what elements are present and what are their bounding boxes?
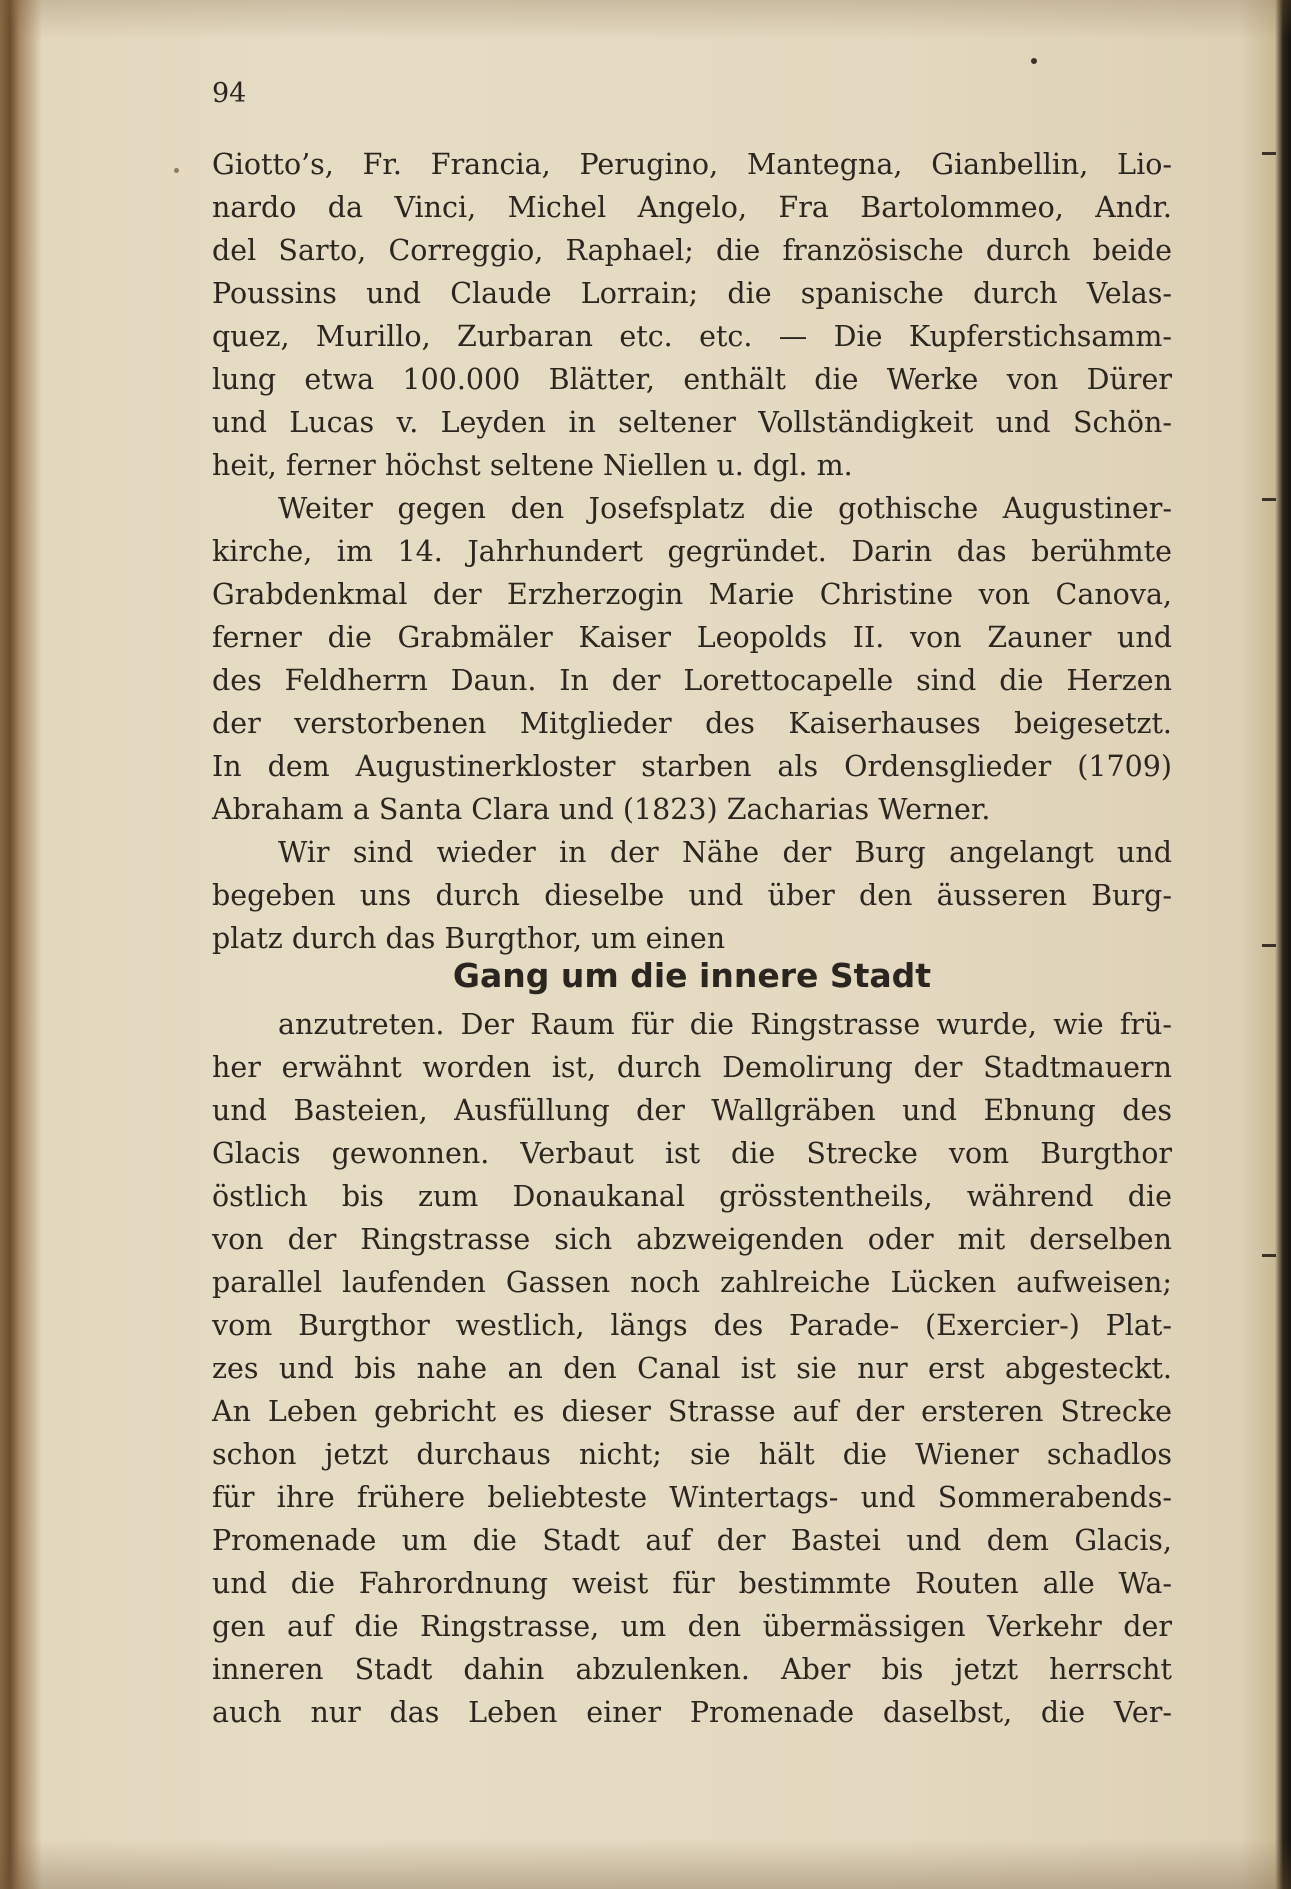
ink-spot	[1031, 58, 1037, 64]
text-line: Promenade um die Stadt auf der Bastei und dem Glacis,	[212, 1524, 1172, 1557]
spine-mark	[1262, 498, 1276, 501]
text-line: von der Ringstrasse sich abzweigenden oder mit derselben	[212, 1223, 1172, 1256]
text-line: Giotto’s, Fr. Francia, Perugino, Mantegna, Gianbellin, Lio-	[212, 148, 1172, 181]
text-line: östlich bis zum Donaukanal grösstentheils, während die	[212, 1180, 1172, 1213]
text-line: ferner die Grabmäler Kaiser Leopolds II. von Zauner und	[212, 621, 1172, 654]
page-shadow-top	[0, 0, 1291, 40]
text-line: Glacis gewonnen. Verbaut ist die Strecke vom Burgthor	[212, 1137, 1172, 1170]
text-line: inneren Stadt dahin abzulenken. Aber bis jetzt herrscht	[212, 1653, 1172, 1686]
text-line: anzutreten. Der Raum für die Ringstrasse wurde, wie frü-	[278, 1008, 1172, 1041]
text-line: und die Fahrordnung weist für bestimmte Routen alle Wa-	[212, 1567, 1172, 1600]
text-line: und Lucas v. Leyden in seltener Vollständigkeit und Schön-	[212, 406, 1172, 439]
text-line: lung etwa 100.000 Blätter, enthält die Werke von Dürer	[212, 363, 1172, 396]
text-line: quez, Murillo, Zurbaran etc. etc. — Die Kupferstichsamm-	[212, 320, 1172, 353]
text-line: der verstorbenen Mitglieder des Kaiserhauses beigesetzt.	[212, 707, 1172, 740]
spine-mark	[1262, 152, 1276, 155]
page-shadow-bottom	[0, 1839, 1291, 1889]
text-line: vom Burgthor westlich, längs des Parade- (Exercier-) Plat-	[212, 1309, 1172, 1342]
text-line: und Basteien, Ausfüllung der Wallgräben und Ebnung des	[212, 1094, 1172, 1127]
text-line: In dem Augustinerkloster starben als Ordensglieder (1709)	[212, 750, 1172, 783]
section-heading: Gang um die innere Stadt	[452, 956, 932, 995]
text-line: Poussins und Claude Lorrain; die spanische durch Velas-	[212, 277, 1172, 310]
text-line: zes und bis nahe an den Canal ist sie nur erst abgesteckt.	[212, 1352, 1172, 1385]
text-line: für ihre frühere beliebteste Wintertags- und Sommerabends-	[212, 1481, 1172, 1514]
text-line: gen auf die Ringstrasse, um den übermässigen Verkehr der	[212, 1610, 1172, 1643]
text-line: del Sarto, Correggio, Raphael; die französische durch beide	[212, 234, 1172, 267]
text-line: nardo da Vinci, Michel Angelo, Fra Bartolommeo, Andr.	[212, 191, 1172, 224]
text-line: her erwähnt worden ist, durch Demolirung der Stadtmauern	[212, 1051, 1172, 1084]
text-line: begeben uns durch dieselbe und über den äusseren Burg-	[212, 879, 1172, 912]
text-line: parallel laufenden Gassen noch zahlreiche Lücken aufweisen;	[212, 1266, 1172, 1299]
text-line: Weiter gegen den Josefsplatz die gothische Augustiner-	[278, 492, 1172, 525]
ink-spot	[174, 168, 179, 173]
spine-mark	[1262, 944, 1276, 947]
page-number: 94	[212, 78, 247, 109]
spine-mark	[1262, 1254, 1276, 1257]
text-line: des Feldherrn Daun. In der Lorettocapelle sind die Herzen	[212, 664, 1172, 697]
text-line: schon jetzt durchaus nicht; sie hält die Wiener schadlos	[212, 1438, 1172, 1471]
text-line: kirche, im 14. Jahrhundert gegründet. Darin das berühmte	[212, 535, 1172, 568]
text-line: An Leben gebricht es dieser Strasse auf der ersteren Strecke	[212, 1395, 1172, 1428]
text-line: platz durch das Burgthor, um einen	[212, 922, 726, 955]
text-line: heit, ferner höchst seltene Niellen u. dgl. m.	[212, 449, 853, 482]
text-line: auch nur das Leben einer Promenade daselbst, die Ver-	[212, 1696, 1172, 1729]
text-line: Abraham a Santa Clara und (1823) Zacharias Werner.	[212, 793, 991, 826]
text-line: Wir sind wieder in der Nähe der Burg angelangt und	[278, 836, 1172, 869]
text-line: Grabdenkmal der Erzherzogin Marie Christine von Canova,	[212, 578, 1172, 611]
